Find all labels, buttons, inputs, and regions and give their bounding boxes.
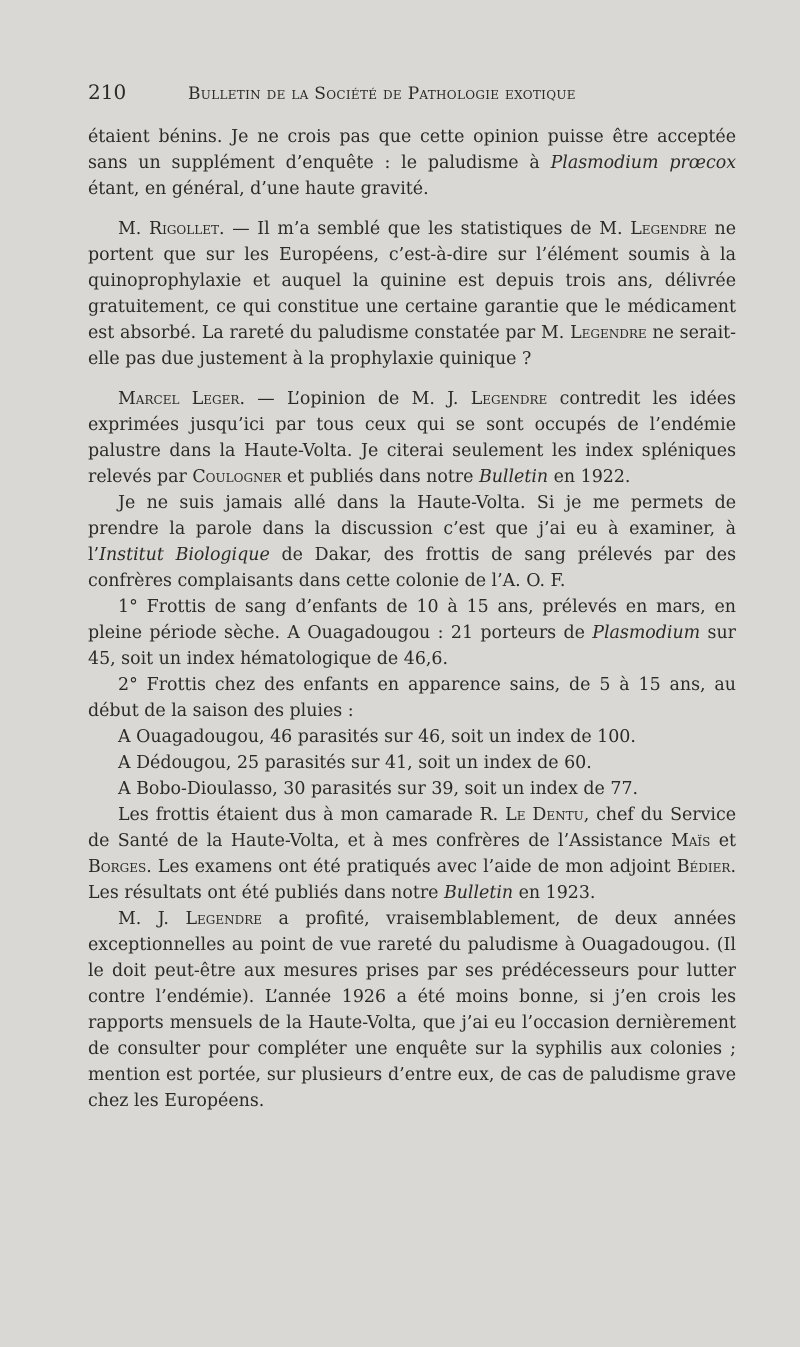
name-small-caps: Legendre — [185, 909, 263, 929]
italic-text: Plasmodium — [592, 623, 701, 643]
page-header — [88, 80, 748, 106]
text-run: Je ne suis jamais allé dans la Haute-Volta. Si je me permets de prendre la parole dans la discussion c’est que j’ai eu à examiner, à l’ — [88, 493, 736, 565]
text-run: 1° Frottis de sang d’enfants de 10 à 15 ans, prélevés en mars, en pleine période sèche. A Ouagadougou : 21 porteurs de — [88, 597, 736, 643]
running-title: Bulletin de la Société de Pathologie exotique — [188, 84, 576, 104]
italic-text: Plasmodium prœcox — [550, 153, 736, 173]
text-run: contredit les idées exprimées jusqu’ici par tous ceux qui se sont occupés de l’endémie palustre dans la Haute-Volta. Je citerai seulement les index spléniques relevés par — [88, 389, 736, 487]
text-run: A Ouagadougou, 46 parasités sur 46, soit un index de 100. — [118, 727, 636, 747]
text-run: A Bobo-Dioulasso, 30 parasités sur 39, soit un index de 77. — [118, 779, 639, 799]
text-run: sur 45, soit un index hématologique de 46,6. — [88, 623, 737, 669]
text-run: en 1922. — [548, 467, 631, 487]
text-run: étaient bénins. Je ne crois pas que cette opinion puisse être acceptée sans un supplément d’enquête : le paludisme à — [88, 127, 736, 173]
paragraph — [88, 386, 736, 490]
italic-text: Bulletin — [478, 467, 549, 487]
text-run: M. J. — [118, 909, 186, 929]
italic-text: Institut Biologique — [99, 545, 270, 565]
text-run: ne portent que sur les Européens, c’est-à-dire sur l’élément soumis à la quinoprophylaxie et auquel la quinine est depuis trois ans, délivrée gratuitement, ce qui constitue une certaine garantie que le médicament est absorbé. La rareté du paludisme constatée par M. — [88, 219, 736, 343]
text-run: M. — [118, 219, 150, 239]
paragraph — [88, 724, 736, 750]
text-run: A Dédougou, 25 parasités sur 41, soit un index de 60. — [118, 753, 592, 773]
name-small-caps: Legendre — [570, 323, 647, 343]
text-run: de Dakar, des frottis de sang prélevés par des confrères complaisants dans cette colonie de l’A. O. F. — [88, 545, 737, 591]
name-small-caps: Rigollet — [149, 219, 219, 239]
name-small-caps: Marcel Leger — [118, 389, 240, 409]
text-run: . — Il m’a semblé que les statistiques de M. — [218, 219, 631, 239]
text-run: Les frottis étaient dus à mon camarade R. — [118, 805, 506, 825]
name-small-caps: Legendre — [470, 389, 548, 409]
name-small-caps: Legendre — [630, 219, 707, 239]
text-run: ne serait-elle pas due justement à la prophylaxie quinique ? — [88, 323, 737, 369]
name-small-caps: Maïs — [670, 831, 711, 851]
text-run: . — L’opinion de M. J. — [239, 389, 471, 409]
text-run: . Les examens ont été pratiqués avec l’aide de mon adjoint — [146, 857, 677, 877]
paragraph — [88, 776, 736, 802]
italic-text: Bulletin — [443, 883, 514, 903]
text-run: , chef du Service de Santé de la Haute-Volta, et à mes confrères de l’Assistance — [88, 805, 737, 851]
text-run: étant, en général, d’une haute gravité. — [88, 179, 429, 199]
paragraph — [88, 594, 736, 672]
article-body — [88, 124, 736, 1114]
text-run: en 1923. — [513, 883, 596, 903]
text-run: a profité, vraisemblablement, de deux années exceptionnelles au point de vue rareté du paludisme à Ouagadougou. (Il le doit peut-être aux mesures prises par ses prédécesseurs pour lutter contre l’endémie). L’année 1926 a été moins bonne, si j’en crois les rapports mensuels de la Haute-Volta, que j’ai eu l’occasion dernièrement de consulter pour compléter une enquête sur la syphilis aux colonies ; mention est portée, sur plusieurs d’entre eux, de cas de paludisme grave chez les Européens. — [88, 909, 736, 1111]
text-run: et — [710, 831, 736, 851]
paragraph — [88, 124, 736, 202]
paragraph — [88, 490, 736, 594]
page-number: 210 — [88, 80, 127, 104]
name-small-caps: Bédier — [676, 857, 731, 877]
paragraph — [88, 672, 736, 724]
text-run: . Les résultats ont été publiés dans notre — [88, 857, 736, 903]
paragraph — [88, 802, 736, 906]
paragraph — [88, 216, 736, 372]
paragraph — [88, 906, 736, 1114]
name-small-caps: Le Dentu — [505, 805, 584, 825]
text-run: et publiés dans notre — [281, 467, 479, 487]
text-run: 2° Frottis chez des enfants en apparence sains, de 5 à 15 ans, au début de la saison des pluies : — [88, 675, 736, 721]
name-small-caps: Borges — [88, 857, 147, 877]
paragraph — [88, 750, 736, 776]
name-small-caps: Coulogner — [192, 467, 282, 487]
